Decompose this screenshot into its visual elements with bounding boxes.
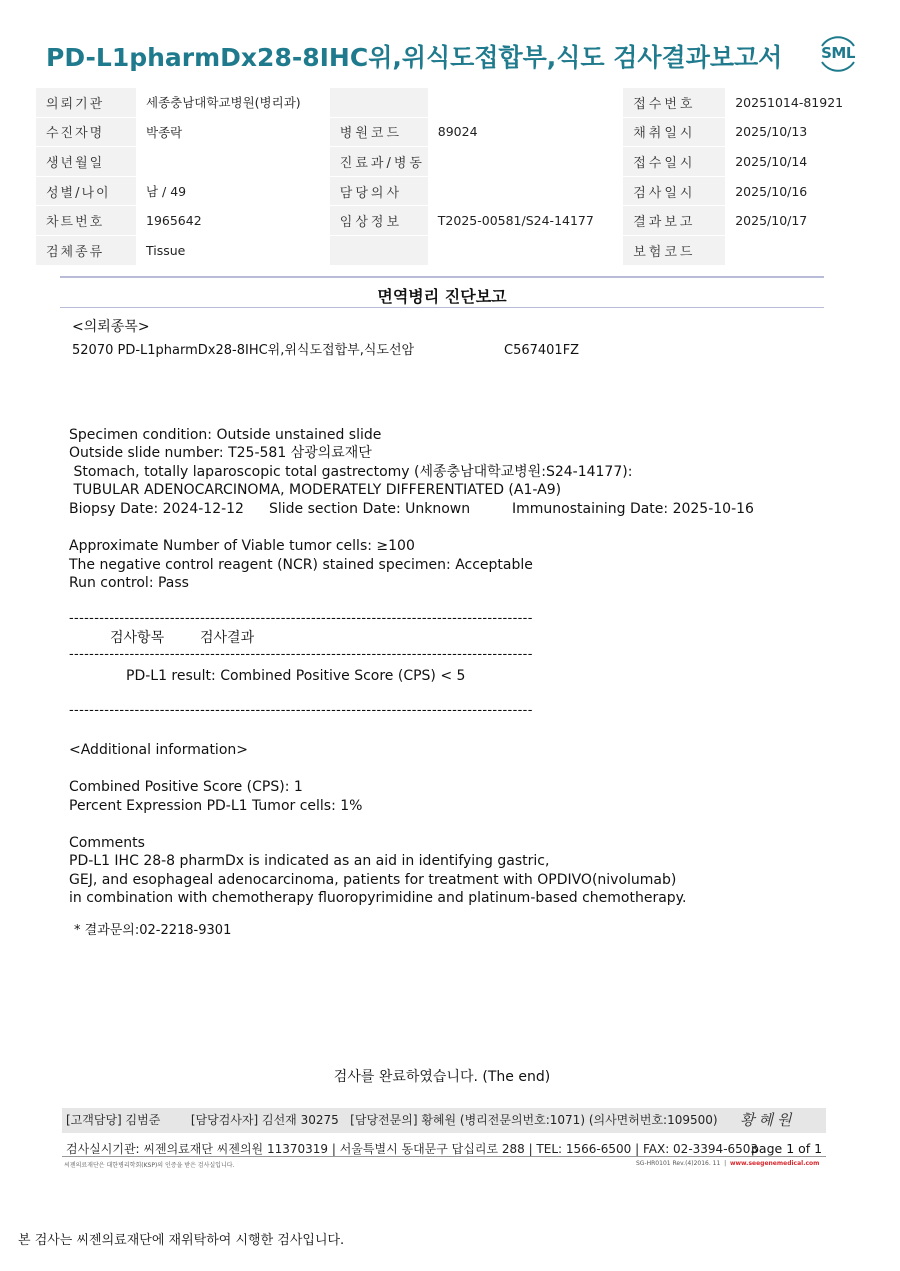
info-value: 2025/10/14 [725,147,864,177]
outside-slide: Outside slide number: T25-581 삼광의료재단 [69,445,372,461]
info-row [36,206,864,236]
info-value: T2025-00581/S24-14177 [428,206,623,236]
dash-line: -------------------------------------------------------------------------------------------- [69,611,533,626]
request-item: 52070 PD-L1pharmDx28-8IHC위,위식도접합부,식도선암 [72,343,415,358]
column-result: 검사결과 [200,630,255,646]
immunostaining-date: Immunostaining Date: 2025-10-16 [512,501,754,517]
staff-info: [고객담당] 김범준 [담당검사자] 김선재 30275 [담당전문의] 황혜원 (병리전문의번호:1071) (의사면허번호:109500) [66,1113,718,1127]
stomach-procedure: Stomach, totally laparoscopic total gastrectomy (세종충남대학교병원:S24-14177): [69,464,633,480]
patient-info-table [36,88,864,266]
info-row [36,147,864,177]
comment-line: PD-L1 IHC 28-8 pharmDx is indicated as an aid in identifying gastric, [69,853,550,869]
slide-section-date: Slide section Date: Unknown [269,501,471,517]
info-value: 세종충남대학교병원(병리과) [136,88,330,117]
info-label: 결과보고 [623,206,725,236]
comment-line: GEJ, and esophageal adenocarcinoma, patients for treatment with OPDIVO(nivolumab) [69,872,677,888]
pdl1-result: PD-L1 result: Combined Positive Score (CPS) < 5 [126,668,466,684]
form-code [636,1160,819,1167]
info-label: 검체종류 [36,235,136,265]
info-value: 2025/10/13 [725,117,864,147]
info-value [428,147,623,177]
info-value [428,176,623,206]
info-value: 1965642 [136,206,330,236]
section-divider-top [60,276,824,278]
info-label: 임상정보 [330,206,428,236]
info-label: 담당의사 [330,176,428,206]
info-value: 박종락 [136,117,330,147]
info-label: 성별/나이 [36,176,136,206]
info-label: 접수번호 [623,88,725,117]
run-control: Run control: Pass [69,575,189,591]
info-value [428,88,623,117]
dash-line: -------------------------------------------------------------------------------------------- [69,703,533,718]
additional-info-label: <Additional information> [69,742,248,758]
biopsy-date: Biopsy Date: 2024-12-12 [69,501,244,517]
logo-text: SML [821,44,855,62]
info-label: 진료과/병동 [330,147,428,177]
institution-info: 검사실시기관: 씨젠의료재단 씨젠의원 11370319 | 서울특별시 동대문구 답십리로 288 | TEL: 1566-6500 | FAX: 02-3394-6503 [66,1142,759,1156]
info-label: 보험코드 [623,235,725,265]
info-value: 2025/10/16 [725,176,864,206]
info-label [330,88,428,117]
info-label: 차트번호 [36,206,136,236]
sml-logo [814,30,862,76]
staff-bar [62,1108,826,1133]
info-row [36,235,864,265]
page-number: page 1 of 1 [751,1141,823,1156]
info-value [136,147,330,177]
section-divider-bottom [60,307,824,308]
info-label: 병원코드 [330,117,428,147]
comments-label: Comments [69,835,145,851]
info-label: 채취일시 [623,117,725,147]
info-label: 수진자명 [36,117,136,147]
certification-note: 씨젠의료재단은 대한병리학회(KSP)의 인증을 받은 검사실입니다. [64,1162,235,1169]
comment-line: in combination with chemotherapy fluoropyrimidine and platinum-based chemotherapy. [69,890,687,906]
info-value [428,235,623,265]
dash-line: -------------------------------------------------------------------------------------------- [69,647,533,662]
info-row [36,176,864,206]
end-notice: 검사를 완료하였습니다. (The end) [333,1069,551,1085]
info-value [725,235,864,265]
inquiry-phone: * 결과문의:02-2218-9301 [74,923,232,938]
website-link[interactable]: www.seegenemedical.com [729,1160,820,1167]
viable-tumor-cells: Approximate Number of Viable tumor cells: ≥100 [69,538,415,554]
request-code: C567401FZ [504,343,580,358]
report-title: PD-L1pharmDx28-8IHC위,위식도접합부,식도 검사결과보고서 [46,43,783,72]
column-item: 검사항목 [110,630,165,646]
info-value: Tissue [136,235,330,265]
cps-value: Combined Positive Score (CPS): 1 [69,779,303,795]
percent-expression: Percent Expression PD-L1 Tumor cells: 1% [69,798,363,814]
info-label: 의뢰기관 [36,88,136,117]
signature: 황혜원 [740,1111,796,1129]
info-row [36,117,864,147]
request-label: <의뢰종목> [72,319,150,335]
section-title: 면역병리 진단보고 [377,287,507,306]
info-row [36,88,864,117]
footer-divider [62,1156,826,1157]
info-label [330,235,428,265]
ncr-result: The negative control reagent (NCR) stained specimen: Acceptable [69,557,533,573]
bottom-note: 본 검사는 씨젠의료재단에 재위탁하여 시행한 검사입니다. [18,1233,345,1248]
info-value: 남 / 49 [136,176,330,206]
info-value: 89024 [428,117,623,147]
info-value: 20251014-81921 [725,88,864,117]
info-label: 접수일시 [623,147,725,177]
info-label: 생년월일 [36,147,136,177]
specimen-condition: Specimen condition: Outside unstained slide [69,427,382,443]
diagnosis: TUBULAR ADENOCARCINOMA, MODERATELY DIFFERENTIATED (A1-A9) [69,482,562,498]
info-value: 2025/10/17 [725,206,864,236]
info-label: 검사일시 [623,176,725,206]
form-code-text: SG-HR0101 Rev.(4)2016. 11 | [636,1160,730,1167]
